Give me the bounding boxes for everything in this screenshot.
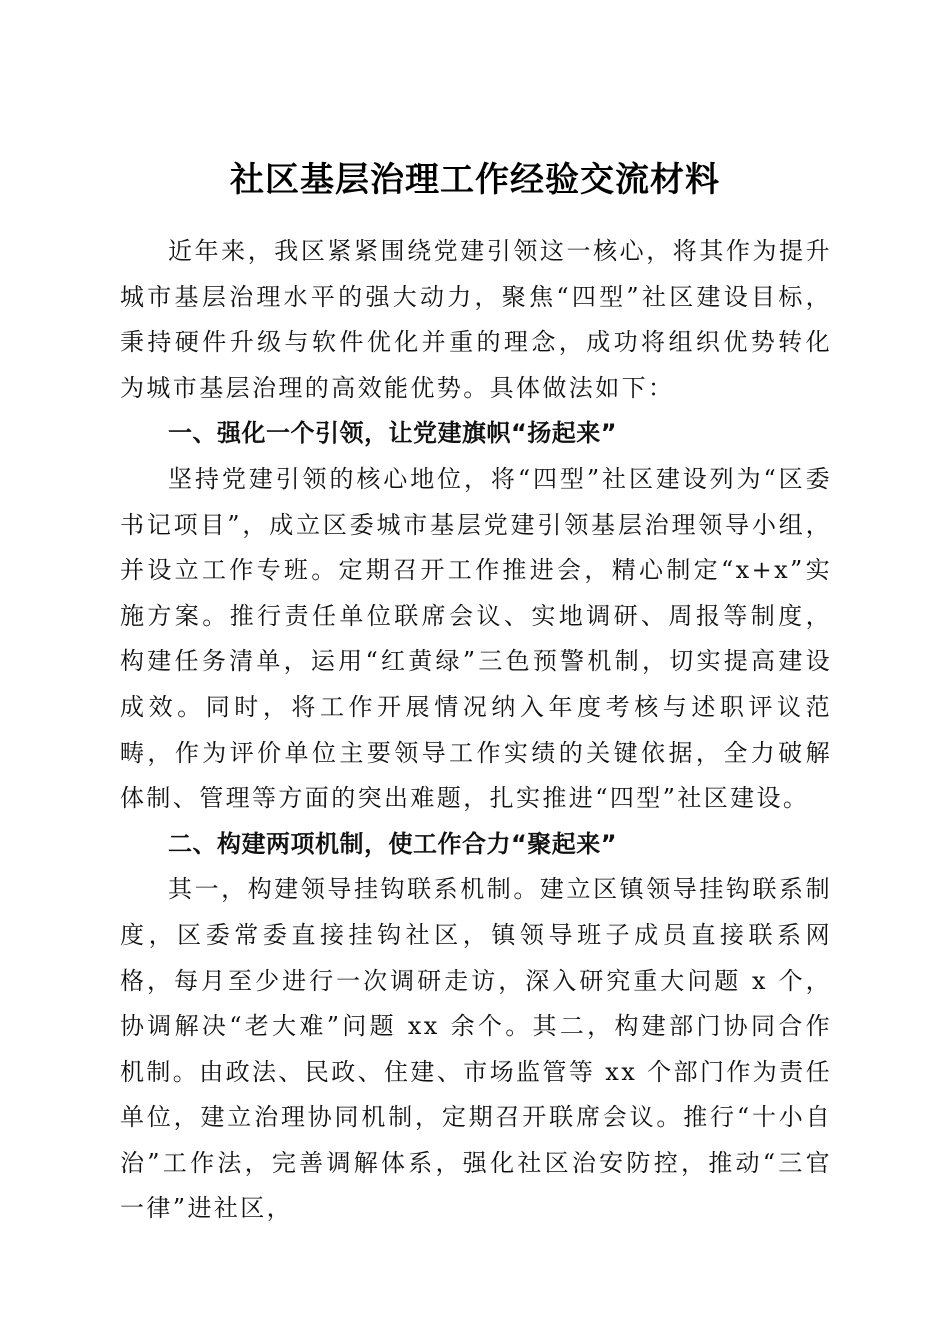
intro-paragraph: 近年来，我区紧紧围绕党建引领这一核心，将其作为提升城市基层治理水平的强大动力，聚焦“四型”社区建设目标，秉持硬件升级与软件优化并重的理念，成功将组织优势转化为城市基层治理的高效能优势。具体做法如下： (120, 237, 832, 402)
document-body (120, 229, 832, 1232)
section-2-paragraph: 其一，构建领导挂钩联系机制。建立区镇领导挂钩联系制度，区委常委直接挂钩社区，镇领导班子成员直接联系网格，每月至少进行一次调研走访，深入研究重大问题 x 个，协调解决“老大难”问题 xx 余个。其二，构建部门协同合作机制。由政法、民政、住建、市场监管等 xx 个部门作为责任单位，建立治理协同机制，定期召开联席会议。推行“十小自治”工作法，完善调解体系，强化社区治安防控，推动“三官一律”进社区， (120, 875, 832, 1223)
document-title: 社区基层治理工作经验交流材料 (230, 159, 720, 200)
section-1-heading: 一、强化一个引领，让党建旗帜“扬起来” (168, 419, 618, 448)
section-2-heading: 二、构建两项机制，使工作合力“聚起来” (168, 829, 618, 858)
section-1-paragraph: 坚持党建引领的核心地位，将“四型”社区建设列为“区委书记项目”，成立区委城市基层党建引领基层治理领导小组，并设立工作专班。定期召开工作推进会，精心制定“x+x”实施方案。推行责任单位联席会议、实地调研、周报等制度，构建任务清单，运用“红黄绿”三色预警机制，切实提高建设成效。同时，将工作开展情况纳入年度考核与述职评议范畴，作为评价单位主要领导工作实绩的关键依据，全力破解体制、管理等方面的突出难题，扎实推进“四型”社区建设。 (120, 464, 832, 813)
